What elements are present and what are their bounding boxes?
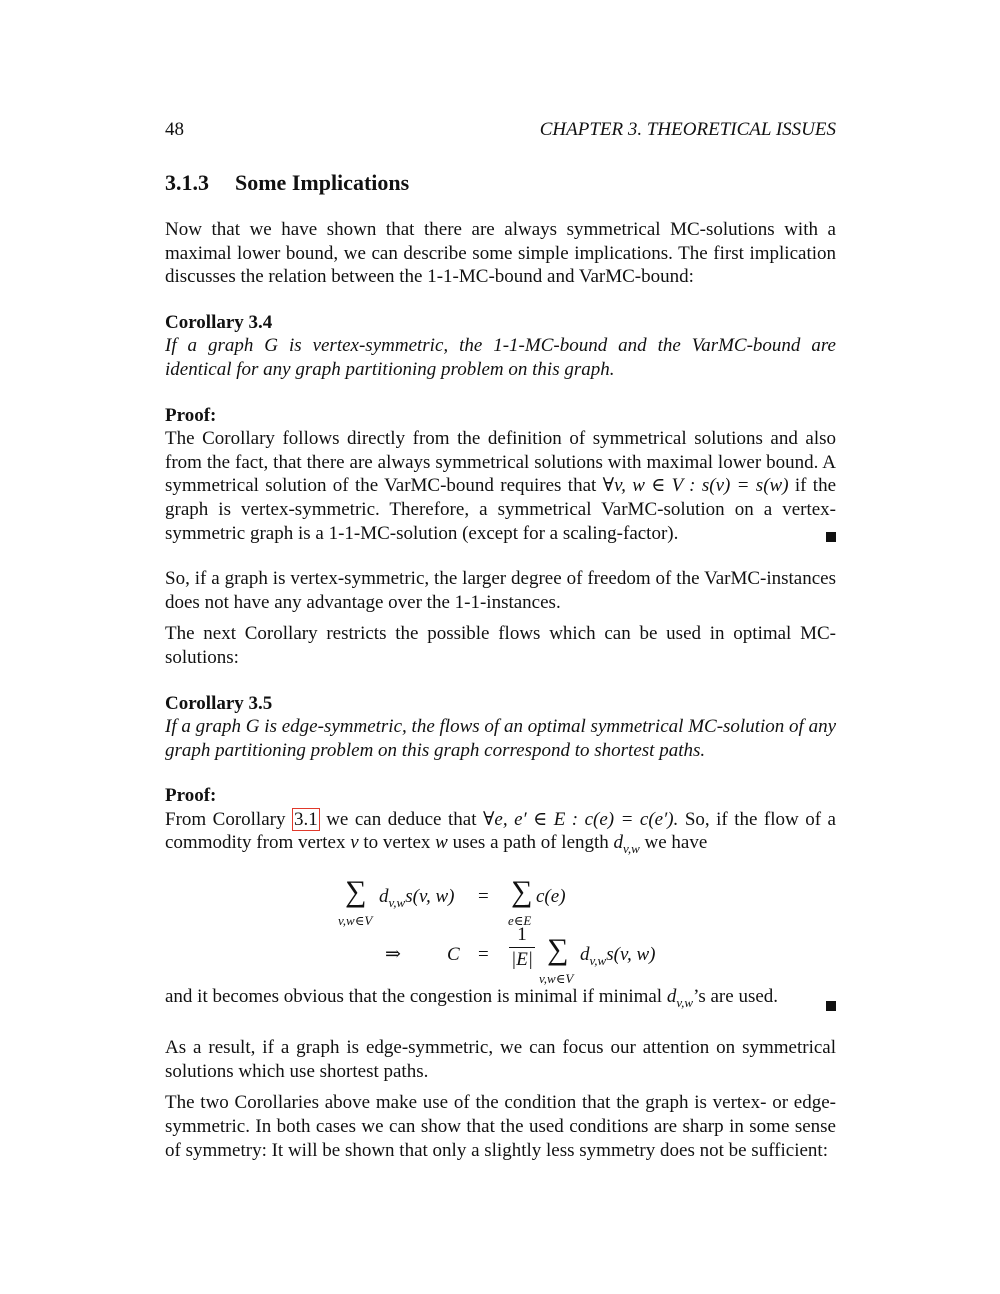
proof-text-part: So, if the flow of a commodity from vertex: [165, 808, 836, 854]
proof-text-part: and it becomes obvious that the congestion is minimal if minimal: [165, 985, 663, 1007]
math-var-v: v: [350, 832, 359, 854]
eq-equals-1: =: [478, 885, 489, 907]
corollary-text: If a graph G is edge-symmetric, the flows of an optimal symmetrical MC-solution of any graph partitioning problem on this graph correspond to shortest paths.: [165, 716, 836, 761]
qed-square-icon: [826, 1001, 836, 1011]
sum-subscript: e∈E: [508, 912, 532, 928]
section-title: Some Implications: [235, 170, 410, 195]
math-var-w: w: [435, 832, 448, 854]
proof-text: [165, 808, 836, 861]
proof-text-part1: The Corollary follows directly from the definition of symmetrical solutions and also from the fact, that there are always symmetrical solutions with maximal lower bound. A symmetrical solution of the VarMC-bound requires that: [165, 428, 836, 497]
proof-math: ∀e, e′ ∈ E : c(e) = c(e′).: [482, 808, 679, 830]
paragraph-two-corollaries: The two Corollaries above make use of the condition that the graph is vertex- or edge-symmetric. In both cases we can show that the used conditions are sharp in some sense of symmetry: It will be shown that only a slightly less symmetry does not be sufficient:: [165, 1092, 836, 1161]
sum-symbol: ∑: [511, 874, 533, 908]
sum-subscript: v,w∈V: [338, 912, 373, 928]
proof-text-part: we can deduce that: [326, 808, 477, 830]
proof-text-part: From Corollary: [165, 808, 286, 830]
corollary-label: Corollary 3.5: [165, 692, 273, 714]
paragraph-edge-symmetric: As a result, if a graph is edge-symmetric, we can focus our attention on symmetrical solutions which use shortest paths.: [165, 1037, 836, 1082]
math-d: $d_{v,w}$: [666, 985, 694, 1010]
corollary-3-5: [165, 692, 836, 763]
proof-label: Proof:: [165, 785, 217, 807]
eq-lhs2: C: [447, 943, 460, 965]
proof-text-part2: if the graph is vertex-symmetric. Therefore, a symmetrical VarMC-solution on a vertex-symmetric graph is a 1-1-MC-solution (except for a scaling-factor).: [165, 475, 837, 544]
eq-equals-2: =: [478, 943, 489, 965]
section-heading: [165, 170, 836, 196]
chapter-title: CHAPTER 3. THEORETICAL ISSUES: [539, 119, 836, 140]
running-header: [165, 118, 836, 144]
corollary-3-4: [165, 311, 836, 382]
sum-symbol: ∑: [547, 932, 569, 966]
proof-conclusion: [165, 985, 836, 1014]
proof-text-part: ’s are used.: [693, 985, 779, 1007]
proof-text-part: to vertex: [363, 832, 431, 854]
intro-paragraph: Now that we have shown that there are always symmetrical MC-solutions with a maximal lower bound, we can describe some simple implications. The first implication discusses the relation between the 1-1-MC-bound and VarMC-bound:: [165, 219, 836, 288]
proof-text-part: uses a path of length: [452, 832, 609, 854]
fraction-numerator: 1: [517, 923, 527, 945]
section-number: 3.1.3: [165, 170, 209, 195]
proof-2: [165, 784, 836, 1014]
fraction-denominator: |E|: [510, 949, 534, 971]
paragraph-next-corollary: The next Corollary restricts the possible flows which can be used in optimal MC-solutions:: [165, 623, 836, 668]
eq-rhs1: c(e): [536, 885, 566, 907]
page-number: 48: [165, 119, 184, 140]
math-d: $d_{v,w}$: [613, 832, 640, 857]
fraction: [508, 923, 536, 972]
corollary-text: If a graph G is vertex-symmetric, the 1-1-MC-bound and the VarMC-bound are identical for any graph partitioning problem on this graph.: [165, 335, 836, 380]
qed-square-icon: [826, 532, 836, 542]
page: [165, 118, 836, 1162]
proof-text: [165, 427, 836, 545]
proof-text-part: we have: [644, 832, 708, 854]
equation-block: [165, 867, 836, 986]
proof-1: [165, 404, 836, 546]
proof-label: Proof:: [165, 404, 217, 426]
sum-symbol: ∑: [345, 874, 367, 908]
sum-subscript: v,w∈V: [539, 970, 574, 986]
eq-rhs2: $d_{v,w}s(v$, w): [580, 943, 656, 968]
proof-math: ∀v, w ∈ V : s(v) = s(w): [602, 475, 789, 497]
corollary-label: Corollary 3.4: [165, 311, 273, 333]
eq-lhs1: $d_{v,w}s(v$, w): [379, 885, 455, 910]
corollary-reference-link[interactable]: 3.1: [293, 808, 318, 830]
paragraph-vertex-symmetric: So, if a graph is vertex-symmetric, the larger degree of freedom of the VarMC-instances does not have any advantage over the 1-1-instances.: [165, 568, 836, 613]
implies-symbol: ⇒: [385, 943, 401, 965]
